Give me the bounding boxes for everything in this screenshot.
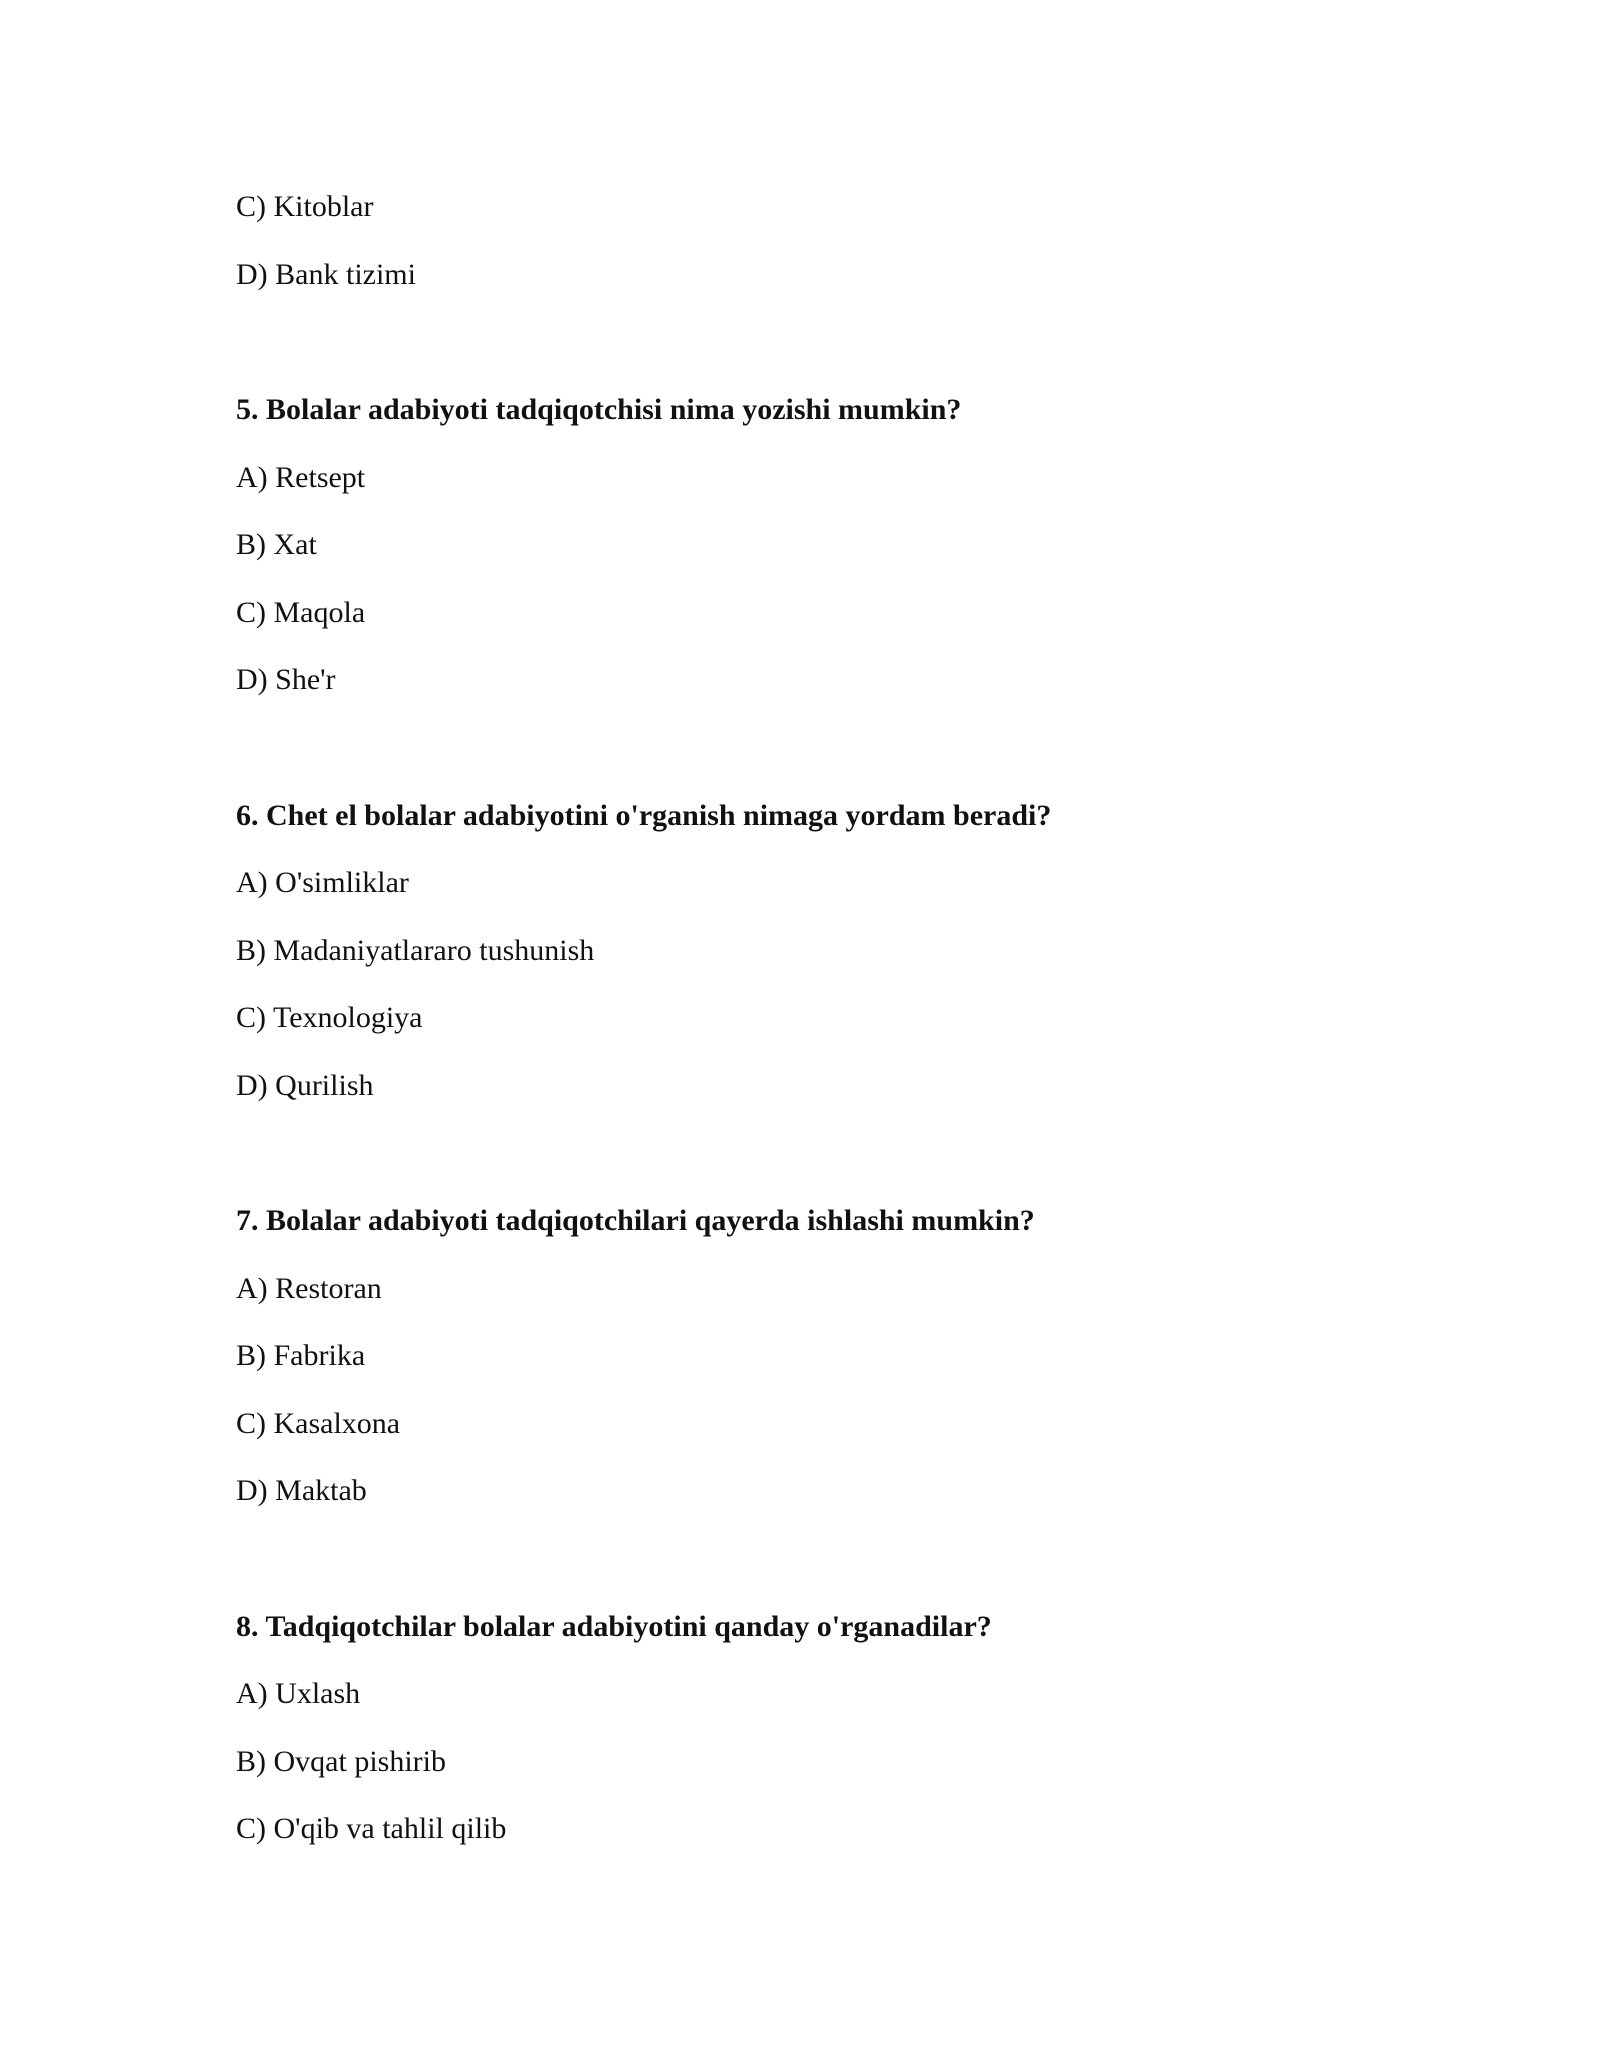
option-4d: D) Bank tizimi [236, 258, 416, 291]
question-6-heading: 6. Chet el bolalar adabiyotini o'rganish nimaga yordam beradi? [236, 799, 1052, 832]
option-7a: A) Restoran [236, 1272, 382, 1305]
question-8-heading: 8. Tadqiqotchilar bolalar adabiyotini qanday o'rganadilar? [236, 1610, 992, 1643]
option-5a: A) Retsept [236, 461, 366, 494]
option-6d: D) Qurilish [236, 1069, 374, 1102]
option-8a: A) Uxlash [236, 1677, 361, 1710]
option-7b: B) Fabrika [236, 1339, 366, 1372]
option-6a: A) O'simliklar [236, 866, 409, 899]
option-8b: B) Ovqat pishirib [236, 1745, 446, 1778]
option-6b: B) Madaniyatlararo tushunish [236, 934, 595, 967]
question-5-heading: 5. Bolalar adabiyoti tadqiqotchisi nima yozishi mumkin? [236, 393, 962, 426]
option-4c: C) Kitoblar [236, 190, 374, 223]
option-5d: D) She'r [236, 663, 336, 696]
option-7d: D) Maktab [236, 1474, 367, 1507]
option-6c: C) Texnologiya [236, 1001, 423, 1034]
option-8c: C) O'qib va tahlil qilib [236, 1812, 507, 1845]
option-5c: C) Maqola [236, 596, 366, 629]
option-7c: C) Kasalxona [236, 1407, 401, 1440]
option-5b: B) Xat [236, 528, 317, 561]
question-7-heading: 7. Bolalar adabiyoti tadqiqotchilari qayerda ishlashi mumkin? [236, 1204, 1035, 1237]
